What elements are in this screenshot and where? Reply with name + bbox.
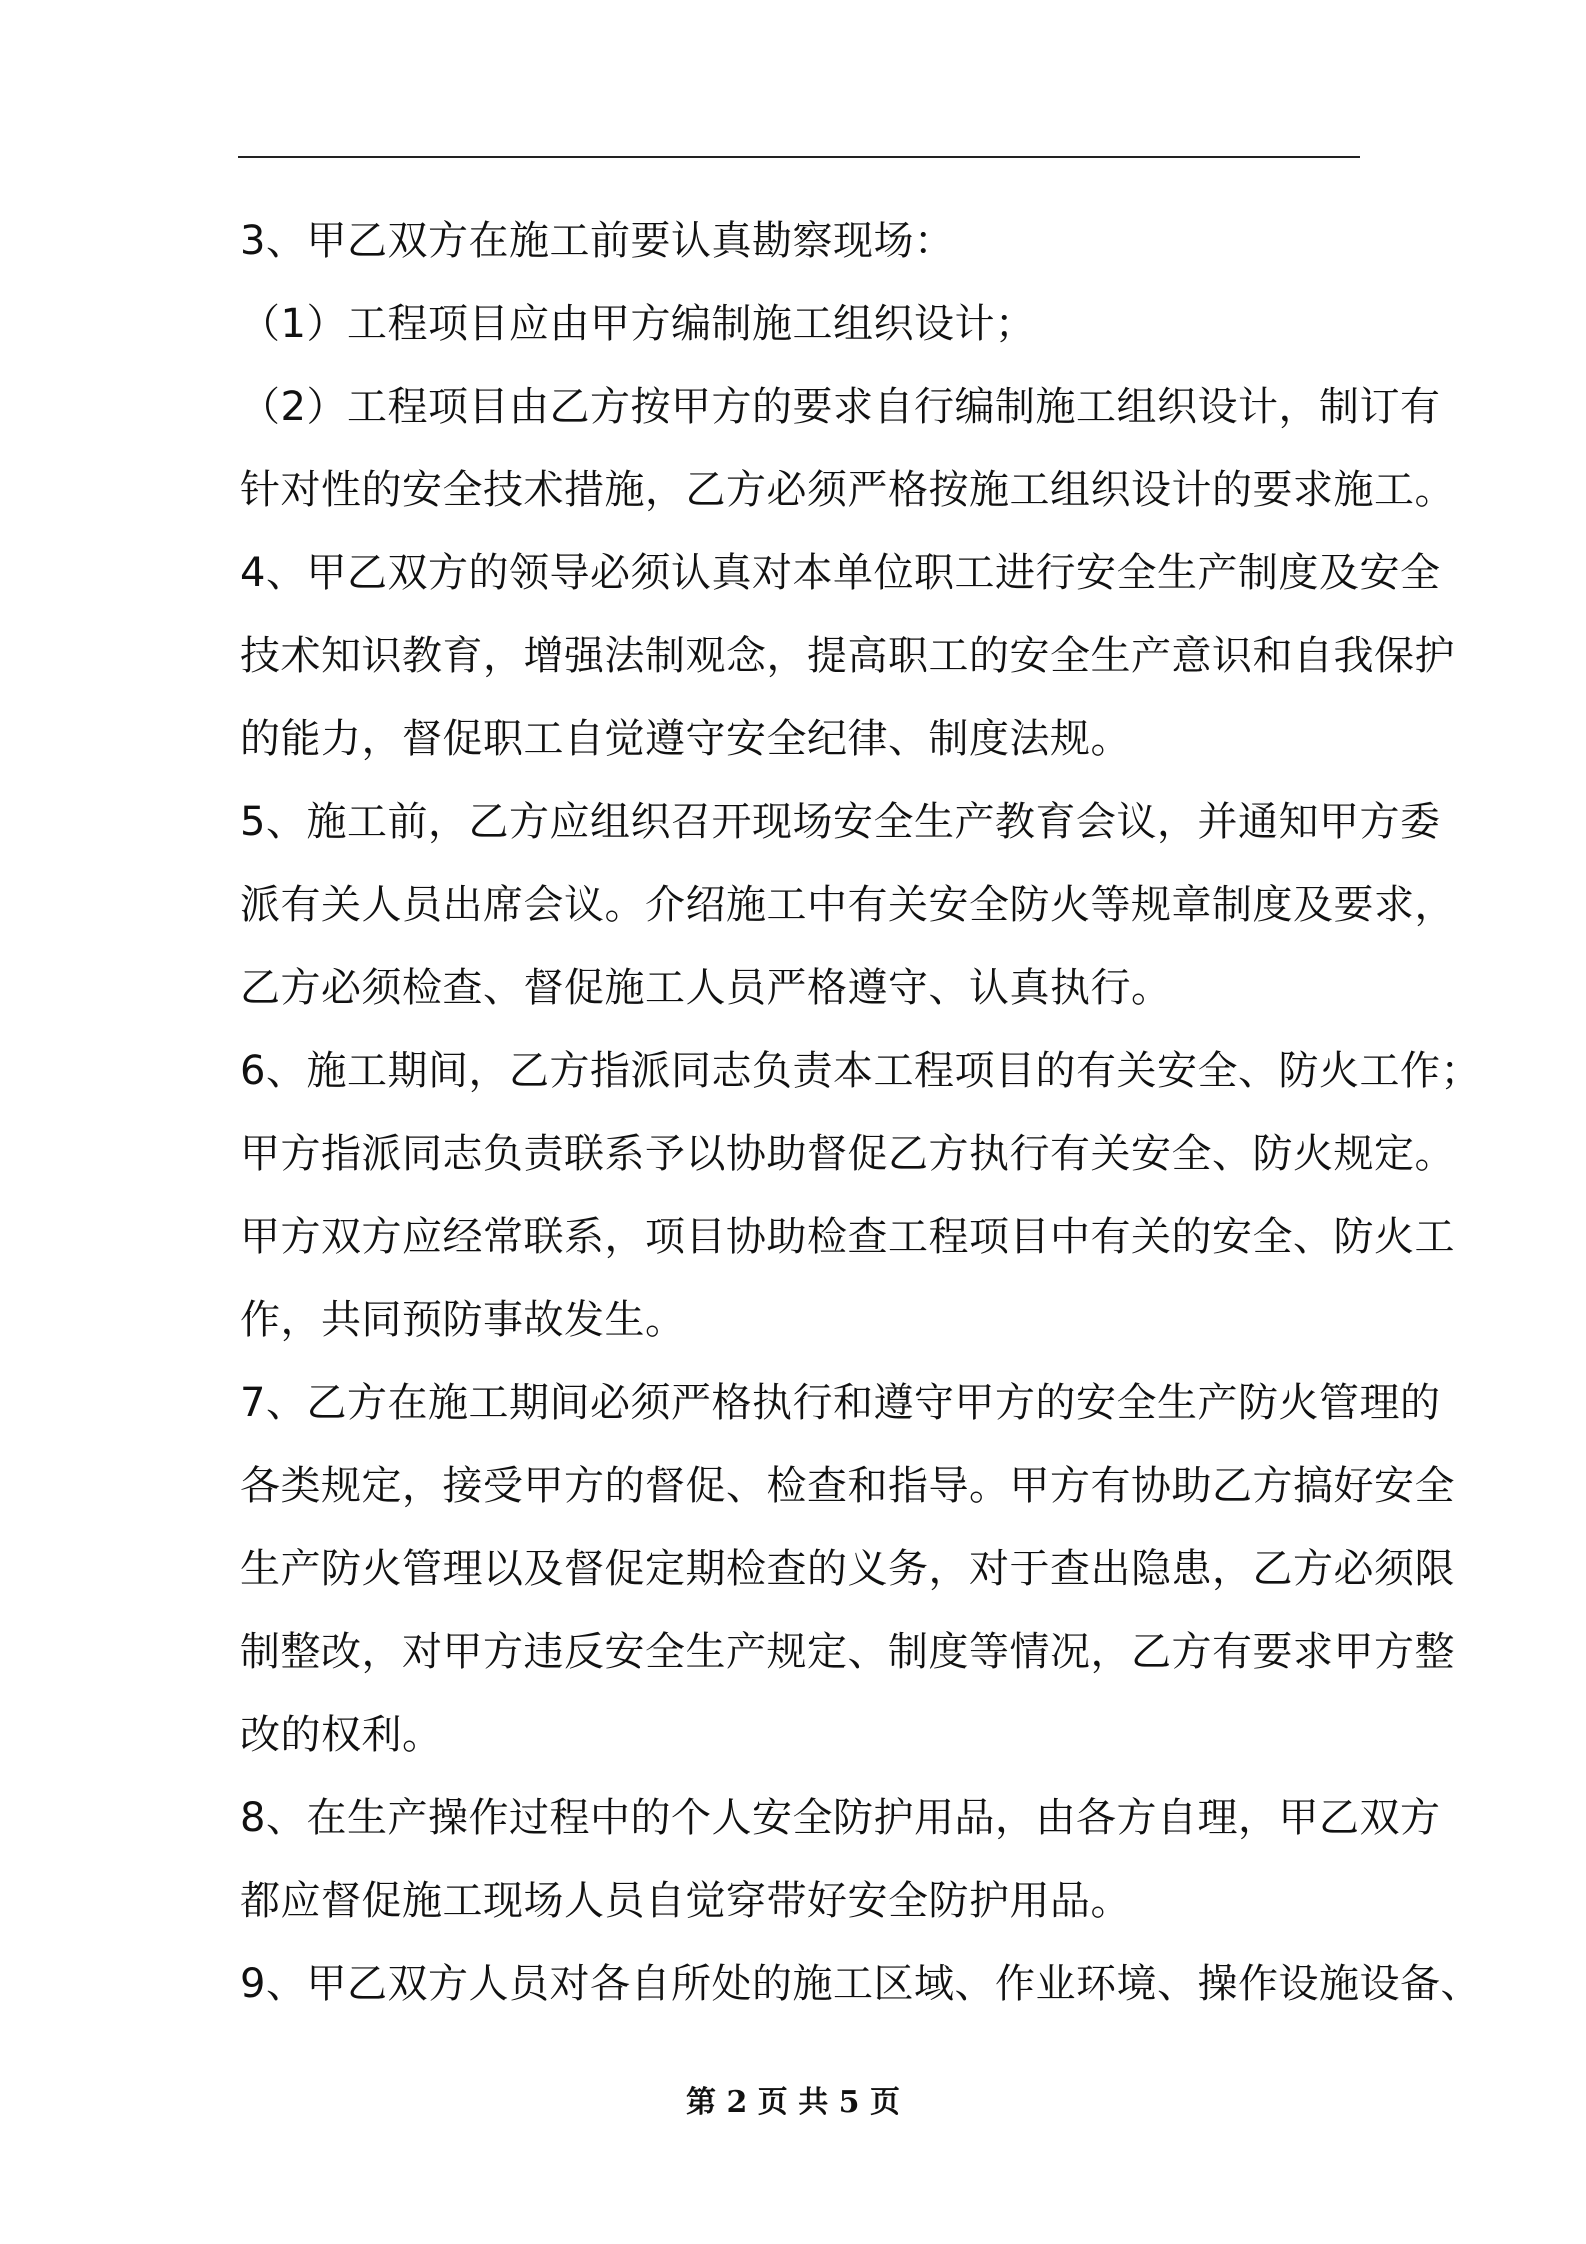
text-line: 4、甲乙双方的领导必须认真对本单位职工进行安全生产制度及安全: [240, 550, 1441, 596]
text-line: 7、乙方在施工期间必须严格执行和遵守甲方的安全生产防火管理的: [240, 1380, 1441, 1426]
text-line: 甲方双方应经常联系，项目协助检查工程项目中有关的安全、防火工: [240, 1214, 1455, 1260]
text-line: 针对性的安全技术措施，乙方必须严格按施工组织设计的要求施工。: [240, 467, 1455, 513]
text-line: （2）工程项目由乙方按甲方的要求自行编制施工组织设计，制订有: [240, 384, 1441, 430]
text-line: 9、甲乙双方人员对各自所处的施工区域、作业环境、操作设施设备、: [240, 1961, 1481, 2007]
text-line: 改的权利。: [240, 1712, 443, 1758]
text-line: 都应督促施工现场人员自觉穿带好安全防护用品。: [240, 1878, 1131, 1924]
text-line: 8、在生产操作过程中的个人安全防护用品，由各方自理，甲乙双方: [240, 1795, 1441, 1841]
document-body: [240, 200, 1481, 2026]
text-line: 甲方指派同志负责联系予以协助督促乙方执行有关安全、防火规定。: [240, 1131, 1455, 1177]
text-line: （1）工程项目应由甲方编制施工组织设计；: [240, 301, 1036, 347]
text-line: 6、施工期间，乙方指派同志负责本工程项目的有关安全、防火工作；: [240, 1048, 1481, 1094]
text-line: 乙方必须检查、督促施工人员严格遵守、认真执行。: [240, 965, 1172, 1011]
text-line: 3、甲乙双方在施工前要认真勘察现场：: [240, 218, 955, 264]
text-line: 技术知识教育，增强法制观念，提高职工的安全生产意识和自我保护: [240, 633, 1455, 679]
page-number-footer: 第 2 页 共 5 页: [686, 2085, 900, 2120]
header-divider: [238, 156, 1360, 158]
text-line: 生产防火管理以及督促定期检查的义务，对于查出隐患，乙方必须限: [240, 1546, 1455, 1592]
text-line: 制整改，对甲方违反安全生产规定、制度等情况，乙方有要求甲方整: [240, 1629, 1455, 1675]
text-line: 5、施工前，乙方应组织召开现场安全生产教育会议，并通知甲方委: [240, 799, 1441, 845]
text-line: 派有关人员出席会议。介绍施工中有关安全防火等规章制度及要求，: [240, 882, 1455, 928]
text-line: 的能力，督促职工自觉遵守安全纪律、制度法规。: [240, 716, 1131, 762]
text-line: 作，共同预防事故发生。: [240, 1297, 686, 1343]
text-line: 各类规定，接受甲方的督促、检查和指导。甲方有协助乙方搞好安全: [240, 1463, 1455, 1509]
